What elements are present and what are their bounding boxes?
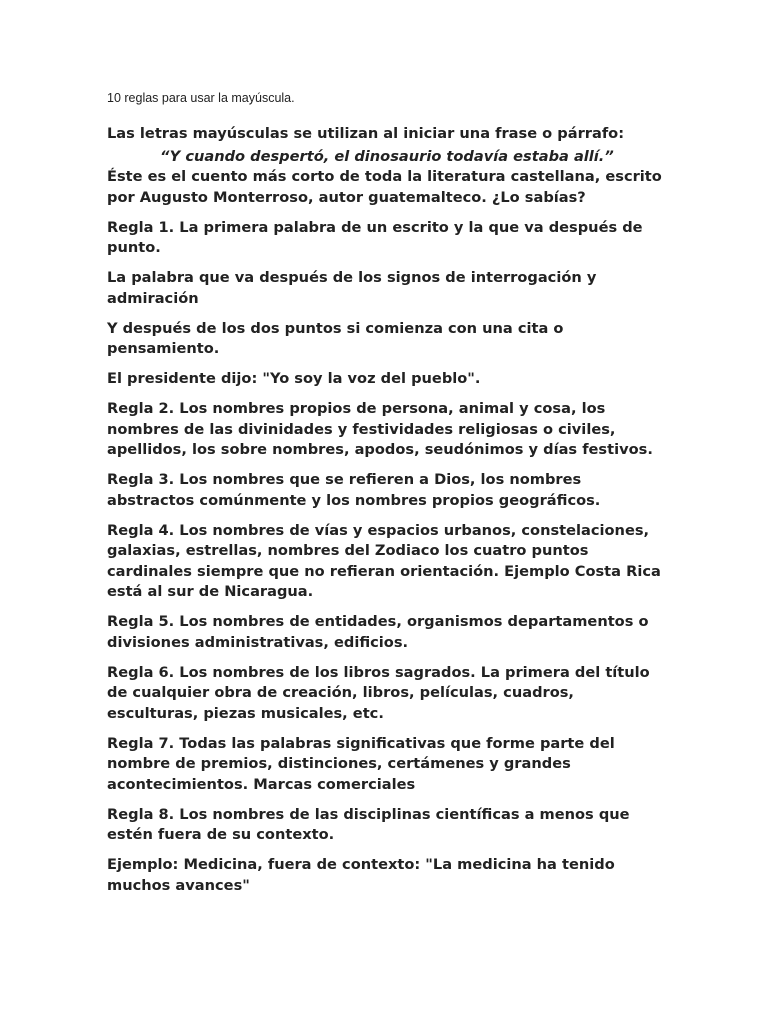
paragraph-interrogation: La palabra que va después de los signos de interrogación y admiración [107,269,597,307]
paragraph-rule-3: Regla 3. Los nombres que se refieren a Dios, los nombres abstractos comúnmente y los nombres propios geográficos. [107,471,601,509]
quote-line: “Y cuando despertó, el dinosaurio todavía estaba allí.” [160,147,614,165]
intro-paragraph: Las letras mayúsculas se utilizan al iniciar una frase o párrafo: [107,125,625,142]
document-heading: 10 reglas para usar la mayúscula. [107,91,295,105]
paragraph-two-points: Y después de los dos puntos si comienza con una cita o pensamiento. [107,319,564,357]
paragraph-medicine-example: Ejemplo: Medicina, fuera de contexto: "La medicina ha tenido muchos avances" [107,856,615,894]
document-body [107,124,667,906]
paragraph-rule-5: Regla 5. Los nombres de entidades, organismos departamentos o divisiones administrativas, edificios. [107,613,649,651]
paragraph-rule-2: Regla 2. Los nombres propios de persona, animal y cosa, los nombres de las divinidades y festividades religiosas o civiles, apellidos, los sobre nombres, apodos, seudónimos y días festivos. [107,400,653,458]
paragraph-rule-1: Regla 1. La primera palabra de un escrito y la que va después de punto. [107,218,643,256]
paragraph-rule-4: Regla 4. Los nombres de vías y espacios urbanos, constelaciones, galaxias, estrellas, nombres del Zodiaco los cuatro puntos cardinales siempre que no refieran orientación. Ejemplo Costa Rica está al sur de Nicaragua. [107,521,661,600]
paragraph-rule-7: Regla 7. Todas las palabras significativas que forme parte del nombre de premios, distinciones, certámenes y grandes acontecimientos. Marcas comerciales [107,734,615,793]
paragraph-president-example: El presidente dijo: "Yo soy la voz del pueblo". [107,370,481,387]
paragraph-rule-8: Regla 8. Los nombres de las disciplinas científicas a menos que estén fuera de su contexto. [107,805,630,843]
quote-note-paragraph: Éste es el cuento más corto de toda la literatura castellana, escrito por Augusto Monterroso, autor guatemalteco. ¿Lo sabías? [107,168,662,206]
paragraph-rule-6: Regla 6. Los nombres de los libros sagrados. La primera del título de cualquier obra de creación, libros, películas, cuadros, esculturas, piezas musicales, etc. [107,663,650,722]
